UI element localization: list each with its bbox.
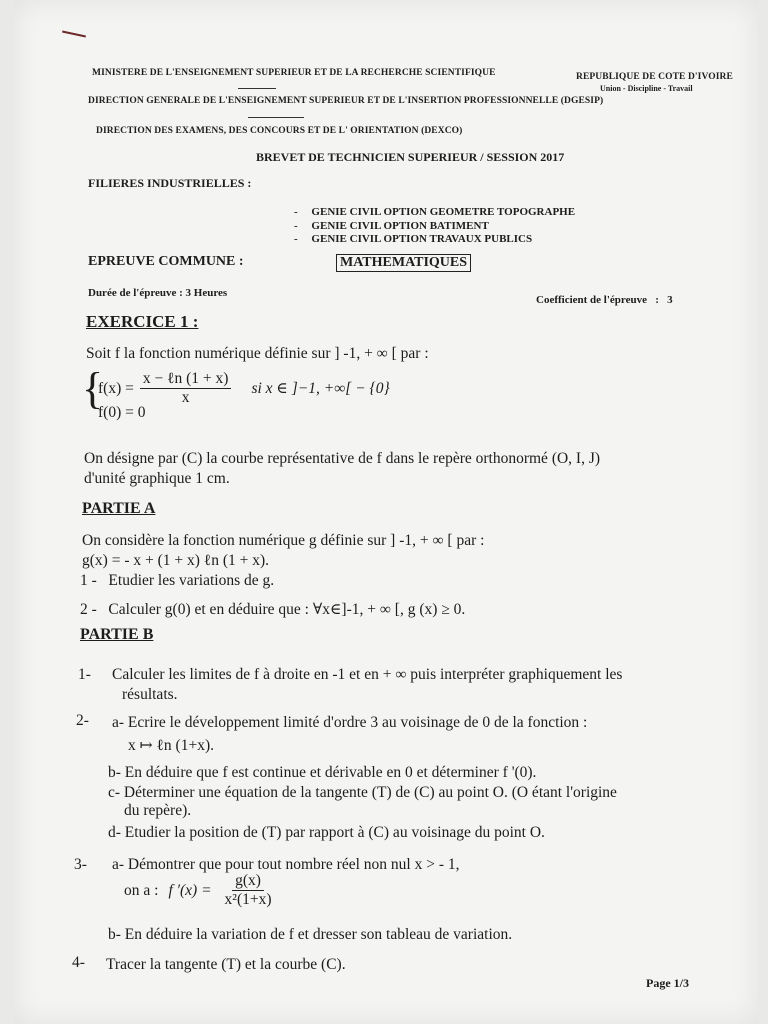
part-a-title: PARTIE A (82, 500, 156, 517)
header-separator (238, 88, 276, 89)
exercise-intro: Soit f la fonction numérique définie sur ] -1, + ∞ [ par : (86, 345, 429, 362)
header-separator (248, 117, 304, 118)
definition-case-2: f(0) = 0 (98, 404, 146, 421)
part-b-q2a-line2: x ↦ ℓn (1+x). (128, 737, 214, 754)
filiere-item: - GENIE CIVIL OPTION BATIMENT (294, 219, 489, 232)
filieres-list (294, 206, 575, 247)
part-b-q2c-line1: c- Déterminer une équation de la tangente (T) de (C) au point O. (O étant l'origine (108, 784, 617, 801)
part-b-q2b: b- En déduire que f est continue et dérivable en 0 et déterminer f '(0). (108, 764, 537, 781)
subject-box: MATHEMATIQUES (336, 254, 471, 272)
exam-title: BREVET DE TECHNICIEN SUPERIEUR / SESSION 2017 (256, 150, 565, 164)
part-b-q3b: b- En déduire la variation de f et dresser son tableau de variation. (108, 926, 513, 943)
page-number: Page 1/3 (646, 976, 689, 990)
part-b-q2-number: 2- (76, 712, 89, 729)
def-numerator: x − ℓn (1 + x) (140, 370, 232, 389)
part-b-q3-number: 3- (74, 856, 87, 873)
country-motto: Union - Discipline - Travail (600, 84, 693, 93)
direction-generale-heading: DIRECTION GENERALE DE L'ENSEIGNEMENT SUPERIEUR ET DE L'INSERTION PROFESSIONNELLE (DGESIP) (88, 96, 604, 106)
definition-case-1 (98, 370, 390, 407)
formula-prefix: on a : (124, 881, 159, 899)
part-b-q2c-line2: du repère). (124, 802, 192, 819)
def-fraction (140, 370, 232, 407)
coefficient: Coefficient de l'épreuve : 3 (536, 294, 673, 306)
part-b-q3a-formula (124, 872, 275, 909)
part-b-q1-line2: résultats. (122, 686, 178, 703)
part-a-question-2: 2 - Calculer g(0) et en déduire que : ∀x∈]-1, + ∞ [, g (x) ≥ 0. (80, 601, 466, 618)
part-b-q2d: d- Etudier la position de (T) par rapport à (C) au voisinage du point O. (108, 824, 545, 841)
formula-lhs: f ′(x) = (168, 881, 212, 899)
part-b-q4: Tracer la tangente (T) et la courbe (C). (106, 956, 346, 973)
part-a-question-1: 1 - Etudier les variations de g. (80, 572, 275, 589)
left-brace: { (82, 364, 104, 413)
formula-fraction (222, 872, 275, 909)
country-heading: REPUBLIQUE DE COTE D'IVOIRE (576, 72, 733, 82)
formula-denominator: x²(1+x) (224, 891, 272, 908)
part-b-q2a-line1: a- Ecrire le développement limité d'ordre 3 au voisinage de 0 de la fonction : (112, 714, 588, 731)
ministry-heading: MINISTERE DE L'ENSEIGNEMENT SUPERIEUR ET DE LA RECHERCHE SCIENTIFIQUE (92, 68, 496, 78)
function-definition (82, 364, 482, 424)
part-b-q4-number: 4- (72, 954, 85, 971)
direction-examens-heading: DIRECTION DES EXAMENS, DES CONCOURS ET DE L' ORIENTATION (DEXCO) (96, 126, 463, 136)
part-b-q1-line1: Calculer les limites de f à droite en -1 et en + ∞ puis interpréter graphiquement les (112, 666, 623, 683)
curve-text-line1: On désigne par (C) la courbe représentative de f dans le repère orthonormé (O, I, J) (84, 450, 601, 467)
part-b-title: PARTIE B (80, 626, 154, 643)
epreuve-label: EPREUVE COMMUNE : (88, 254, 244, 269)
def-lhs: f(x) = (98, 379, 134, 397)
formula-numerator: g(x) (232, 872, 264, 891)
part-b-q1-number: 1- (78, 666, 91, 683)
filiere-item: - GENIE CIVIL OPTION TRAVAUX PUBLICS (294, 233, 533, 245)
part-a-line2: g(x) = - x + (1 + x) ℓn (1 + x). (82, 552, 270, 569)
exercise-title: EXERCICE 1 : (86, 312, 199, 331)
part-b-q3a: a- Démontrer que pour tout nombre réel non nul x > - 1, (112, 856, 460, 873)
filieres-label: FILIERES INDUSTRIELLES : (88, 176, 252, 190)
filiere-item: - GENIE CIVIL OPTION GEOMETRE TOPOGRAPHE (294, 206, 576, 218)
curve-text-line2: d'unité graphique 1 cm. (84, 470, 230, 487)
def-condition: si x ∈ ]−1, +∞[ − {0} (251, 380, 390, 397)
def-denominator: x (181, 389, 190, 406)
part-a-line1: On considère la fonction numérique g définie sur ] -1, + ∞ [ par : (82, 532, 485, 549)
duration: Durée de l'épreuve : 3 Heures (88, 287, 228, 299)
